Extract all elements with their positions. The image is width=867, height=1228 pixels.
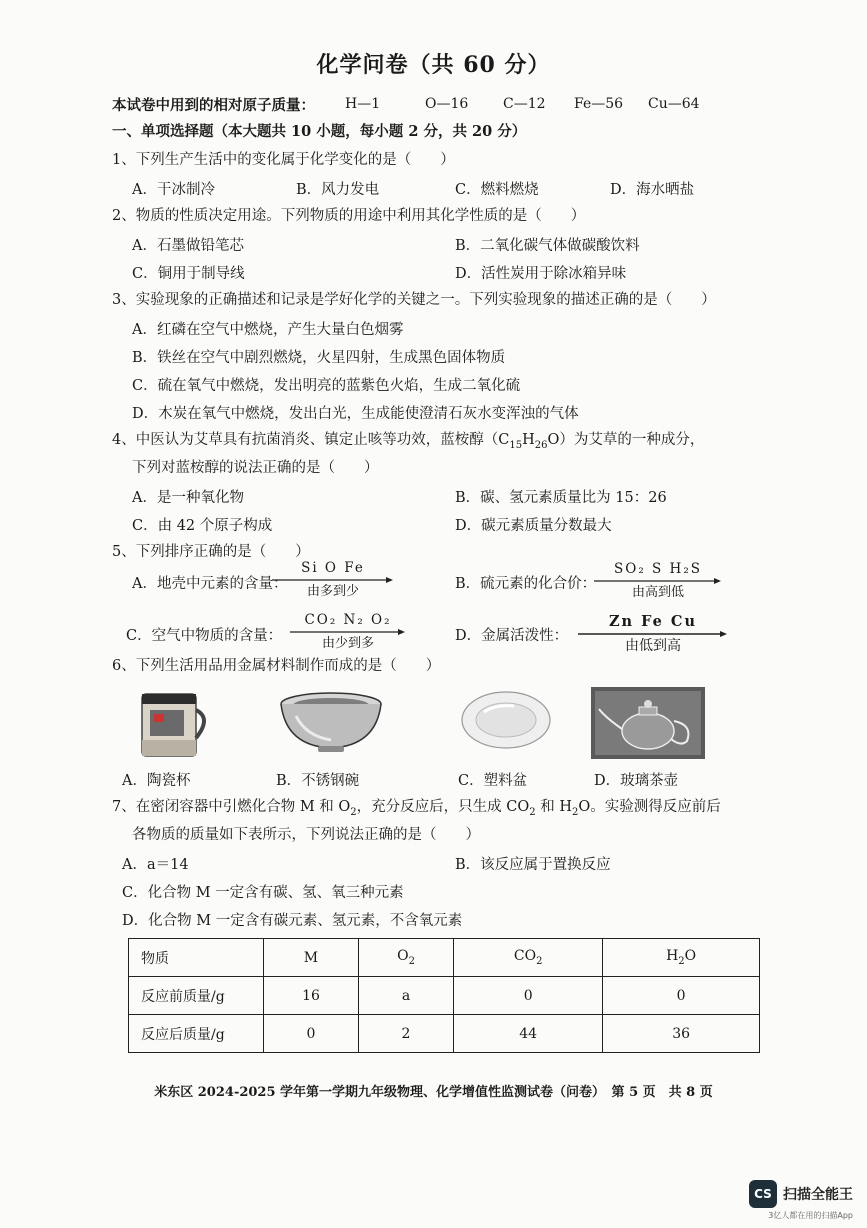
section-heading: 一、单项选择题（本大题共 10 小题，每小题 2 分，共 20 分） [112, 123, 527, 140]
q5-b-sequence-order: 由高到低 [631, 585, 684, 600]
subscript-2: 2 [408, 955, 415, 967]
q2-option-d: D．活性炭用于除冰箱异味 [455, 266, 627, 282]
q5-option-b-label: B．硫元素的化合价： [455, 576, 597, 592]
q6-stem: 6、下列生活用品用金属材料制作而成的是（ ） [112, 658, 441, 674]
glass-teapot-image [591, 687, 705, 763]
plastic-basin-image [456, 690, 556, 760]
ceramic-cup-image [134, 688, 214, 764]
table-header-cell [358, 939, 453, 977]
q2-stem: 2、物质的性质决定用途。下列物质的用途中利用其化学性质的是（ ） [112, 208, 586, 224]
formula-h: H [522, 432, 535, 448]
q6-option-d: D．玻璃茶壶 [594, 773, 679, 789]
table-row [129, 1015, 760, 1053]
formula-h-subscript: 26 [534, 439, 548, 451]
q4-option-d: D．碳元素质量分数最大 [455, 518, 612, 534]
q5-option-c-sequence [290, 612, 406, 652]
q3-option-c: C．硫在氧气中燃烧，发出明亮的蓝紫色火焰，生成二氧化硫 [132, 378, 521, 394]
table-header-cell: 物质 [129, 939, 264, 977]
q1-stem: 1、下列生产生活中的变化属于化学变化的是（ ） [112, 152, 455, 168]
q5-c-sequence-items: CO₂ N₂ O₂ [304, 612, 392, 628]
q6-option-c: C．塑料盆 [458, 773, 528, 789]
q5-option-c-label: C．空气中物质的含量： [126, 628, 283, 644]
table-row [129, 977, 760, 1015]
page-title: 化学问卷（共 60 分） [316, 52, 551, 78]
q3-option-a: A．红磷在空气中燃烧，产生大量白色烟雾 [132, 322, 404, 338]
q5-option-a-sequence [272, 560, 394, 600]
q7-stem [112, 797, 721, 823]
q1-option-c: C．燃料燃烧 [455, 182, 539, 198]
arrow-right-icon [594, 577, 722, 585]
q4-stem-line2: 下列对蓝桉醇的说法正确的是（ ） [132, 460, 379, 476]
q6-option-b: B．不锈钢碗 [276, 773, 360, 789]
formula-c: C [498, 432, 510, 448]
steel-bowl-image [276, 690, 386, 760]
q5-a-sequence-items: Si O Fe [301, 560, 365, 576]
formula-c-subscript: 15 [509, 439, 523, 451]
q1-option-a: A．干冰制冷 [132, 182, 215, 198]
q3-option-b: B．铁丝在空气中剧烈燃烧，火星四射，生成黑色固体物质 [132, 350, 506, 366]
atomic-mass-fe: Fe—56 [574, 96, 624, 112]
header-o-label: O [397, 948, 409, 965]
q6-option-a: A．陶瓷杯 [122, 773, 191, 789]
watermark-text: 扫描全能王 [783, 1187, 853, 1203]
table-cell: 36 [603, 1015, 760, 1053]
q5-a-sequence-order: 由多到少 [306, 584, 359, 599]
mass-table [128, 938, 760, 1053]
q7-stem-part2: ，充分反应后，只生成 CO [356, 799, 530, 815]
subscript-2: 2 [572, 806, 579, 818]
q2-option-b: B．二氧化碳气体做碳酸饮料 [455, 238, 640, 254]
q5-option-b-sequence [594, 561, 722, 601]
camscanner-logo-icon: CS [749, 1180, 777, 1208]
q7-stem-part4: O。实验测得反应前后 [578, 799, 721, 815]
table-cell: 反应前质量/g [129, 977, 264, 1015]
q4-stem [112, 430, 704, 456]
formula-o: O [547, 432, 560, 448]
atomic-mass-c: C—12 [503, 96, 546, 112]
q5-option-d-sequence [578, 614, 728, 654]
atomic-mass-o: O—16 [425, 96, 469, 112]
scanner-watermark [749, 1180, 853, 1220]
table-cell: 0 [454, 977, 603, 1015]
q4-option-b: B．碳、氢元素质量比为 15：26 [455, 490, 667, 506]
atomic-mass-label: 本试卷中用到的相对原子质量： [112, 97, 315, 114]
q7-stem-part1: 7、在密闭容器中引燃化合物 M 和 O [112, 799, 351, 815]
q5-d-sequence-items: Zn Fe Cu [608, 613, 698, 630]
atomic-mass-cu: Cu—64 [648, 96, 700, 112]
table-cell: a [358, 977, 453, 1015]
page-footer: 米东区 2024-2025 学年第一学期九年级物理、化学增值性监测试卷（问卷） 第 5 页 共 8 页 [154, 1085, 713, 1100]
arrow-right-icon [272, 576, 394, 584]
q5-c-sequence-order: 由少到多 [321, 636, 374, 651]
q3-option-d: D．木炭在氧气中燃烧，发出白光，生成能使澄清石灰水变浑浊的气体 [132, 406, 579, 422]
q5-option-d-label: D．金属活泼性： [455, 628, 569, 644]
table-cell: 44 [454, 1015, 603, 1053]
table-header-cell: M [264, 939, 359, 977]
q5-option-a-label: A．地壳中元素的含量： [132, 576, 288, 592]
arrow-right-icon [290, 628, 406, 636]
q7-option-c: C．化合物 M 一定含有碳、氢、氧三种元素 [122, 885, 404, 901]
q7-stem-part3: 和 H [535, 799, 573, 815]
table-header-cell [454, 939, 603, 977]
q7-option-d: D．化合物 M 一定含有碳元素、氢元素，不含氧元素 [122, 913, 463, 929]
table-cell: 0 [603, 977, 760, 1015]
table-cell: 反应后质量/g [129, 1015, 264, 1053]
subscript-2: 2 [529, 806, 536, 818]
atomic-mass-h: H—1 [345, 96, 381, 112]
table-cell: 16 [264, 977, 359, 1015]
header-co-label: CO [513, 948, 537, 965]
q7-option-b: B．该反应属于置换反应 [455, 857, 611, 873]
subscript-2: 2 [536, 955, 543, 967]
subscript-2: 2 [678, 955, 685, 967]
q5-stem: 5、下列排序正确的是（ ） [112, 544, 310, 560]
watermark-subtext: 3亿人都在用的扫描App [768, 1211, 853, 1220]
q7-stem-line2: 各物质的质量如下表所示，下列说法正确的是（ ） [132, 827, 480, 843]
q1-option-d: D．海水晒盐 [610, 182, 695, 198]
arrow-right-icon [578, 630, 728, 638]
header-h-label: H [666, 948, 679, 965]
subscript-2: 2 [350, 806, 357, 818]
header-h2o-suffix: O [684, 948, 697, 965]
q3-stem: 3、实验现象的正确描述和记录是学好化学的关键之一。下列实验现象的描述正确的是（ ） [112, 292, 716, 308]
q2-option-c: C．铜用于制导线 [132, 266, 245, 282]
q2-option-a: A．石墨做铅笔芯 [132, 238, 244, 254]
table-header-row [129, 939, 760, 977]
q5-b-sequence-items: SO₂ S H₂S [614, 561, 702, 577]
q1-option-b: B．风力发电 [296, 182, 380, 198]
table-cell: 2 [358, 1015, 453, 1053]
q7-option-a: A．a＝14 [122, 857, 189, 873]
q5-d-sequence-order: 由低到高 [625, 638, 681, 654]
table-header-cell [603, 939, 760, 977]
table-cell: 0 [264, 1015, 359, 1053]
q4-stem-part1: 4、中医认为艾草具有抗菌消炎、镇定止咳等功效，蓝桉醇（ [112, 432, 499, 448]
q4-option-c: C．由 42 个原子构成 [132, 518, 273, 534]
q4-option-a: A．是一种氧化物 [132, 490, 244, 506]
q4-stem-part2: ）为艾草的一种成分， [559, 432, 705, 448]
